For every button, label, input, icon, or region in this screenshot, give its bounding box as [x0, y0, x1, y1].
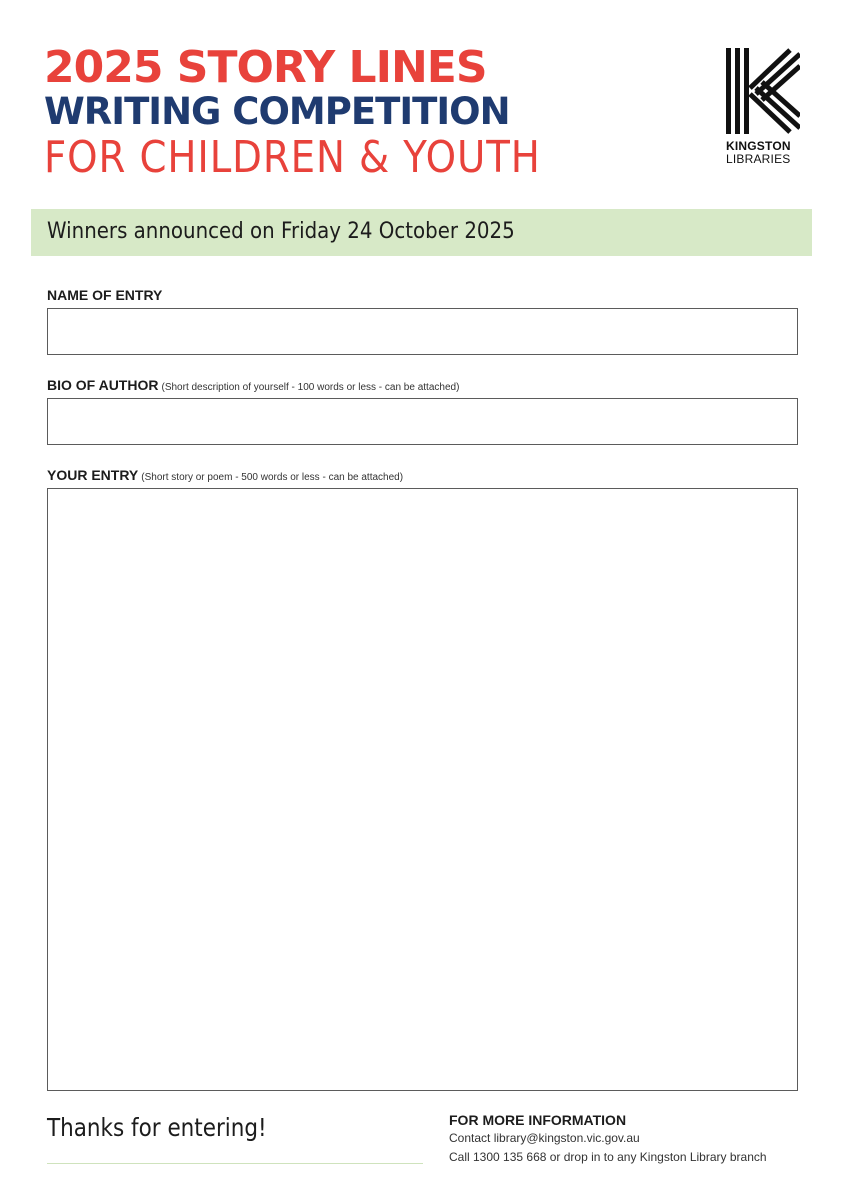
your-entry-label-text: YOUR ENTRY [47, 467, 139, 483]
thanks-divider [47, 1163, 423, 1164]
call-line: Call 1300 135 668 or drop in to any Kingston Library branch [449, 1150, 767, 1164]
your-entry-hint: (Short story or poem - 500 words or less - can be attached) [141, 472, 404, 483]
title-line-1: 2025 STORY LINES [44, 42, 487, 93]
bio-of-author-field[interactable] [47, 398, 798, 445]
logo-text-kingston: KINGSTON [726, 139, 791, 153]
announcement-banner [31, 209, 812, 256]
title-line-3: FOR CHILDREN & YOUTH [44, 132, 541, 183]
logo-text-libraries: LIBRARIES [726, 152, 791, 166]
announcement-text: Winners announced on Friday 24 October 2025 [47, 219, 515, 244]
kingston-libraries-logo [726, 48, 806, 166]
bio-of-author-label-text: BIO OF AUTHOR [47, 377, 159, 393]
title-line-2: WRITING COMPETITION [44, 90, 510, 133]
name-of-entry-field[interactable] [47, 308, 798, 355]
bio-of-author-label [47, 377, 459, 396]
name-of-entry-label-text: NAME OF ENTRY [47, 287, 163, 303]
kingston-k-logo-icon [726, 48, 800, 134]
more-information [449, 1111, 819, 1167]
info-heading: FOR MORE INFORMATION [449, 1112, 627, 1128]
name-of-entry-label [47, 287, 162, 303]
bio-of-author-hint: (Short description of yourself - 100 words or less - can be attached) [161, 382, 460, 393]
your-entry-label [47, 467, 403, 486]
your-entry-field[interactable] [47, 488, 798, 1091]
thanks-message: Thanks for entering! [47, 1113, 267, 1142]
page-title [44, 44, 604, 184]
contact-line: Contact library@kingston.vic.gov.au [449, 1131, 640, 1145]
